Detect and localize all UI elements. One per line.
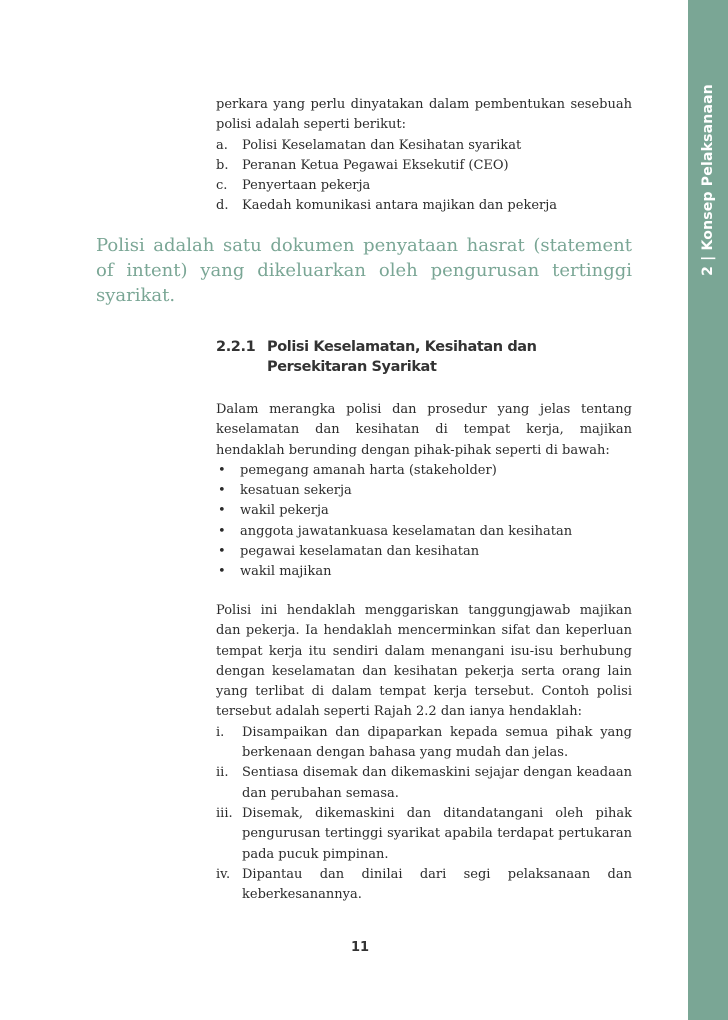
list-item: • wakil majikan	[218, 564, 332, 580]
list-item: • pemegang amanah harta (stakeholder)	[218, 462, 497, 478]
list-item: • wakil pekerja	[218, 503, 329, 519]
list-item: ii. Sentiasa disemak dan dikemaskini sejajar dengan keadaan dan perubahan semasa.	[216, 765, 632, 801]
list-item: b. Peranan Ketua Pegawai Eksekutif (CEO)	[216, 157, 509, 173]
list-item: a. Polisi Keselamatan dan Kesihatan syarikat	[216, 137, 522, 153]
body-paragraph: Dalam merangka polisi dan prosedur yang jelas tentang keselamatan dan kesihatan di tempat kerja, majikan hendaklah berunding dengan pihak-pihak seperti di bawah:	[216, 402, 632, 458]
list-item: d. Kaedah komunikasi antara majikan dan pekerja	[216, 198, 558, 214]
intro-block	[216, 95, 632, 217]
section-number: 2.2.1	[216, 339, 256, 355]
section-heading	[216, 337, 636, 377]
chapter-side-tab	[688, 0, 728, 1020]
list-item: iv. Dipantau dan dinilai dari segi pelaksanaan dan keberkesanannya.	[216, 866, 632, 903]
body-paragraph: Polisi ini hendaklah menggariskan tanggungjawab majikan dan pekerja. Ia hendaklah mencerminkan sifat dan keperluan tempat kerja itu sendiri dalam menangani isu-isu berhubung dengan keselamatan dan kesihatan pekerja serta orang lain yang terlibat di dalam tempat kerja tersebut. Contoh polisi tersebut adalah seperti Rajah 2.2 dan ianya hendaklah:	[216, 603, 632, 720]
section-title: Polisi Keselamatan, Kesihatan dan Persekitaran Syarikat	[267, 339, 537, 375]
list-item: iii. Disemak, dikemaskini dan ditandatangani oleh pihak pengurusan tertinggi syarikat apabila terdapat pertukaran pada pucuk pimpinan.	[216, 805, 632, 862]
list-item: c. Penyertaan pekerja	[216, 178, 371, 194]
consult-block	[216, 400, 632, 583]
intro-paragraph: perkara yang perlu dinyatakan dalam pembentukan sesebuah polisi adalah seperti berikut:	[216, 97, 632, 133]
list-item: i. Disampaikan dan dipaparkan kepada semua pihak yang berkenaan dengan bahasa yang mudah dan jelas.	[216, 724, 632, 761]
list-item: • kesatuan sekerja	[218, 483, 352, 499]
chapter-tab-label: 2 | Konsep Pelaksanaan	[700, 84, 716, 276]
list-item: • pegawai keselamatan dan kesihatan	[218, 544, 480, 560]
policy-block	[216, 601, 632, 905]
list-item: • anggota jawatankuasa keselamatan dan kesihatan	[218, 523, 573, 539]
page-number: 11	[350, 940, 370, 955]
pull-quote: Polisi adalah satu dokumen penyataan hasrat (statement of intent) yang dikeluarkan oleh pengurusan tertinggi syarikat.	[96, 235, 632, 306]
